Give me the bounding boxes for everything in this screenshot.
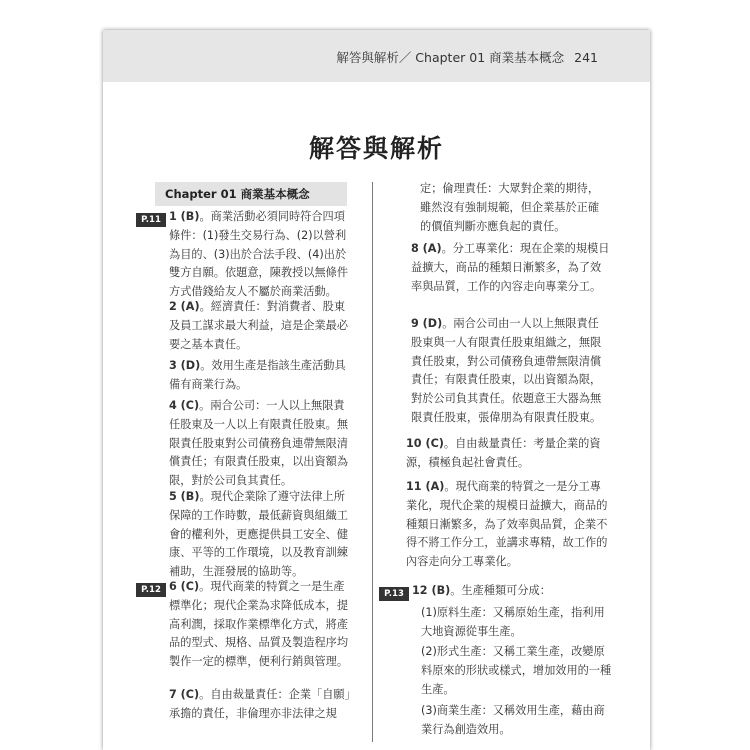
answer-12 [412,582,612,601]
answer-4 [169,397,352,491]
answer-1-key: 1 (B) [169,210,200,223]
answer-12-item-1 [421,604,612,642]
answer-10 [406,435,610,473]
answer-8 [411,240,610,296]
answer-8-text: 。分工專業化：現在企業的規模日益擴大，商品的種類日漸繁多，為了效率與品質，工作的內容走向專業分工。 [411,242,610,293]
chapter-heading: Chapter 01 商業基本概念 [155,182,347,206]
answer-12-item-2-text: (2)形式生產：又稱工業生產，改變原料原來的形狀或樣式，增加效用的一種生產。 [421,645,612,696]
answer-4-key: 4 (C) [169,399,200,412]
answer-3 [169,357,352,395]
page-number: 241 [574,50,598,65]
answer-12-text: 。生產種類可分成： [450,584,551,597]
answer-1-text: 。商業活動必須同時符合四項條件：(1)發生交易行為、(2)以營利為目的、(3)出於合法手段、(4)出於雙方自願。依題意，陳教授以無條件方式借錢給友人不屬於商業活動。 [169,210,349,299]
header-breadcrumb: 解答與解析／ Chapter 01 商業基本概念 [336,50,565,65]
page-ref-tag-p11: P.11 [136,213,166,227]
answer-12-key: 12 (B) [412,584,451,597]
answer-7-key: 7 (C) [169,688,200,701]
answer-1 [169,208,352,302]
answer-5-key: 5 (B) [169,490,200,503]
page-header [103,30,650,82]
answer-7-continued [420,180,610,236]
answer-11 [406,478,610,572]
page-ref-tag-p12: P.12 [136,583,166,597]
answer-6 [169,578,352,672]
answer-2-text: 。經濟責任：對消費者、股東及員工謀求最大利益，這是企業最必要之基本責任。 [169,300,349,351]
page-ref-tag-p13: P.13 [379,587,409,601]
running-header [336,48,598,66]
answer-12-item-3 [421,702,612,740]
answer-11-text: 。現代商業的特質之一是分工專業化，現代企業的規模日益擴大，商品的種類日漸繁多，為了效率與品質，企業不得不將工作分工，並講求專精，故工作的內容走向分工專業化。 [406,480,608,569]
answer-8-key: 8 (A) [411,242,442,255]
page-title: 解答與解析 [308,134,444,163]
answer-2-key: 2 (A) [169,300,200,313]
answer-12-item-2 [421,643,612,699]
answer-2 [169,298,352,354]
answer-3-text: 。效用生產是指該生產活動具備有商業行為。 [169,359,346,391]
answer-12-item-3-text: (3)商業生產：又稱效用生產，藉由商業行為創造效用。 [421,704,605,736]
book-page [103,30,650,750]
column-divider [372,182,373,742]
answer-10-key: 10 (C) [406,437,444,450]
answer-9-text: 。兩合公司由一人以上無限責任股東與一人有限責任股東組織之，無限責任股東，對公司債務負連帶無限清償責任；有限責任股東，以出資額為限，對於公司負其責任。依題意王大器為無限責任股東，張偉朋為有限責任股東。 [411,317,602,424]
answer-7-text: 。自由裁量責任：企業「自願」承擔的責任，非倫理亦非法律之規 [169,688,351,720]
answer-9-key: 9 (D) [411,317,443,330]
answer-5 [169,488,352,582]
answer-6-key: 6 (C) [169,580,200,593]
answer-11-key: 11 (A) [406,480,445,493]
answer-12-item-1-text: (1)原料生產：又稱原始生產，指利用大地資源從事生產。 [421,606,605,638]
answer-4-text: 。兩合公司：一人以上無限責任股東及一人以上有限責任股東。無限責任股東對公司債務負連帶無限清償責任；有限責任股東，以出資額為限，對於公司負其責任。 [169,399,349,488]
answer-10-text: 。自由裁量責任：考量企業的資源，積極負起社會責任。 [406,437,601,469]
answer-5-text: 。現代企業除了遵守法律上所保障的工作時數，最低薪資與組織工會的權利外，更應提供員工安全、健康、平等的工作環境，以及教育訓練補助，生涯發展的協助等。 [169,490,349,579]
answer-7 [169,686,352,724]
answer-6-text: 。現代商業的特質之一是生產標準化；現代企業為求降低成本，提高利潤，採取作業標準化方式，將產品的型式、規格、品質及製造程序均製作一定的標準，便利行銷與管理。 [169,580,349,669]
answer-9 [411,315,610,428]
answer-7-continued-text: 定；倫理責任：大眾對企業的期待，雖然沒有強制規範，但企業基於正確的價值判斷亦應負起的責任。 [420,182,600,233]
answer-3-key: 3 (D) [169,359,201,372]
